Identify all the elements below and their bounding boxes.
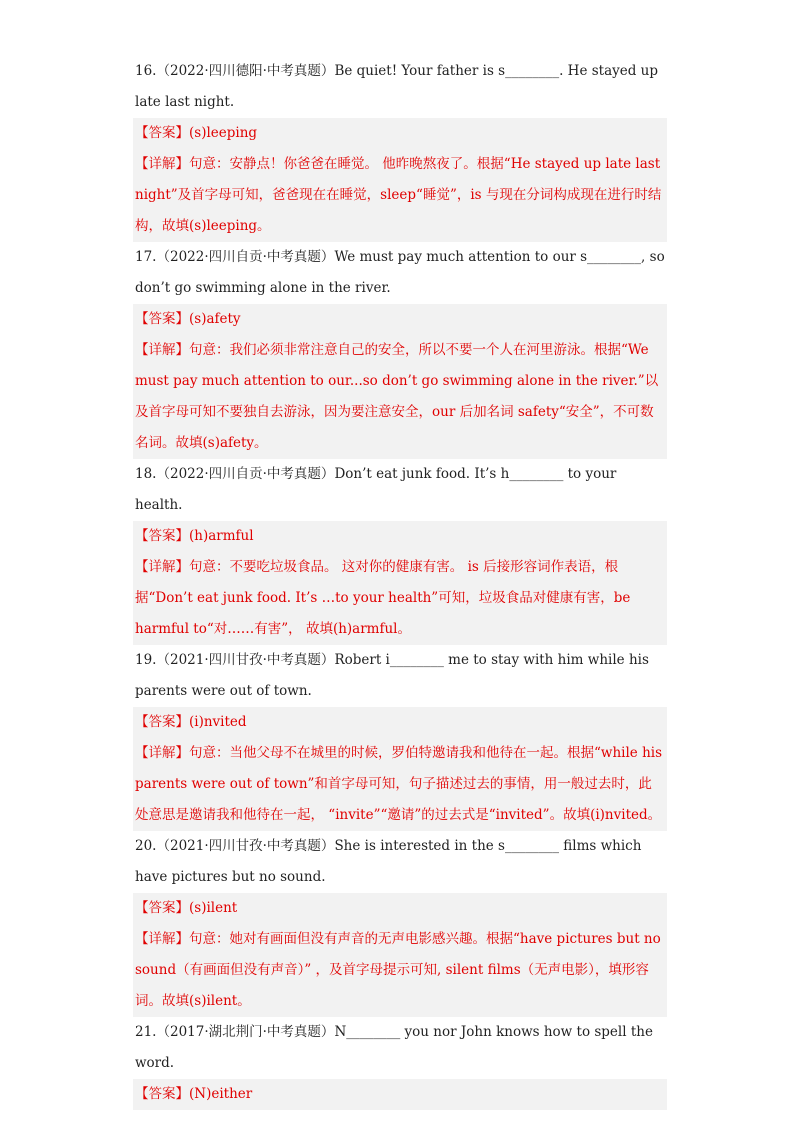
question-text	[135, 831, 665, 893]
document-page	[135, 56, 665, 1110]
answer-label: 【答案】	[135, 1086, 189, 1102]
question-source: （2022·四川德阳·中考真题）	[156, 63, 335, 79]
answer-line	[133, 118, 667, 149]
answer-value: (i)nvited	[189, 714, 247, 730]
question-text	[135, 56, 665, 118]
answer-line	[133, 893, 667, 924]
answer-label: 【答案】	[135, 125, 189, 141]
question-body: N________ you nor John knows how to spell the word.	[135, 1024, 653, 1071]
question-item	[135, 831, 665, 1017]
question-item	[135, 459, 665, 645]
question-body: Don’t eat junk food. It’s h________ to your health.	[135, 466, 617, 513]
question-text	[135, 645, 665, 707]
question-body: We must pay much attention to our s________, so don’t go swimming alone in the river.	[135, 249, 665, 296]
answer-label: 【答案】	[135, 714, 189, 730]
answer-label: 【答案】	[135, 900, 189, 916]
answer-value: (N)either	[189, 1086, 253, 1102]
detail-block	[133, 335, 667, 459]
question-text	[135, 459, 665, 521]
question-number: 17.	[135, 249, 157, 265]
answer-label: 【答案】	[135, 311, 189, 327]
detail-text: 句意：当他父母不在城里的时候，罗伯特邀请我和他待在一起。根据“while his parents were out of town”和首字母可知，句子描述过去的事情，用一般过去时，此处意思是邀请我和他待在一起， “invite”“邀请”的过去式是“invited”。故填(i)nvited。	[135, 745, 663, 823]
question-body: Be quiet! Your father is s________. He stayed up late last night.	[135, 63, 659, 110]
answer-value: (s)afety	[189, 311, 241, 327]
question-text	[135, 242, 665, 304]
question-number: 18.	[135, 466, 157, 482]
detail-text: 句意：安静点！你爸爸在睡觉。 他昨晚熬夜了。根据“He stayed up late last night”及首字母可知，爸爸现在在睡觉，sleep“睡觉”，is 与现在分词构成现在进行时结构，故填(s)leeping。	[135, 156, 662, 234]
detail-block	[133, 149, 667, 242]
question-body: Robert i________ me to stay with him while his parents were out of town.	[135, 652, 649, 699]
detail-block	[133, 924, 667, 1017]
detail-label: 【详解】	[135, 156, 189, 172]
answer-label: 【答案】	[135, 528, 189, 544]
answer-value: (s)ilent	[189, 900, 238, 916]
detail-label: 【详解】	[135, 931, 189, 947]
question-item	[135, 242, 665, 459]
detail-label: 【详解】	[135, 559, 189, 575]
question-item	[135, 645, 665, 831]
question-source: （2022·四川自贡·中考真题）	[156, 466, 335, 482]
question-source: （2017·湖北荆门·中考真题）	[156, 1024, 335, 1040]
question-number: 20.	[135, 838, 157, 854]
answer-line	[133, 521, 667, 552]
detail-label: 【详解】	[135, 745, 189, 761]
question-number: 21.	[135, 1024, 157, 1040]
answer-line	[133, 304, 667, 335]
detail-block	[133, 552, 667, 645]
question-text	[135, 1017, 665, 1079]
question-number: 16.	[135, 63, 157, 79]
detail-text: 句意：我们必须非常注意自己的安全，所以不要一个人在河里游泳。根据“We must pay much attention to our...so don’t go swimming alone in the river.”以及首字母可知不要独自去游泳，因为要注意安全，our 后加名词 safety“安全”，不可数名词。故填(s)afety。	[135, 342, 659, 451]
detail-text: 句意：不要吃垃圾食品。 这对你的健康有害。 is 后接形容词作表语，根据“Don’t eat junk food. It’s …to your health”可知，垃圾食品对健康有害，be harmful to“对……有害”， 故填(h)armful。	[135, 559, 631, 637]
question-item	[135, 56, 665, 242]
answer-value: (s)leeping	[189, 125, 258, 141]
detail-label: 【详解】	[135, 342, 189, 358]
question-source: （2021·四川甘孜·中考真题）	[156, 838, 335, 854]
answer-line	[133, 707, 667, 738]
question-body: She is interested in the s________ films which have pictures but no sound.	[135, 838, 642, 885]
answer-line	[133, 1079, 667, 1110]
question-source: （2022·四川自贡·中考真题）	[156, 249, 335, 265]
question-item	[135, 1017, 665, 1110]
detail-block	[133, 738, 667, 831]
detail-text: 句意：她对有画面但没有声音的无声电影感兴趣。根据“have pictures but no sound（有画面但没有声音）” ，及首字母提示可知, silent films（无声电影），填形容词。故填(s)ilent。	[135, 931, 661, 1009]
answer-value: (h)armful	[189, 528, 254, 544]
question-source: （2021·四川甘孜·中考真题）	[156, 652, 335, 668]
question-number: 19.	[135, 652, 157, 668]
